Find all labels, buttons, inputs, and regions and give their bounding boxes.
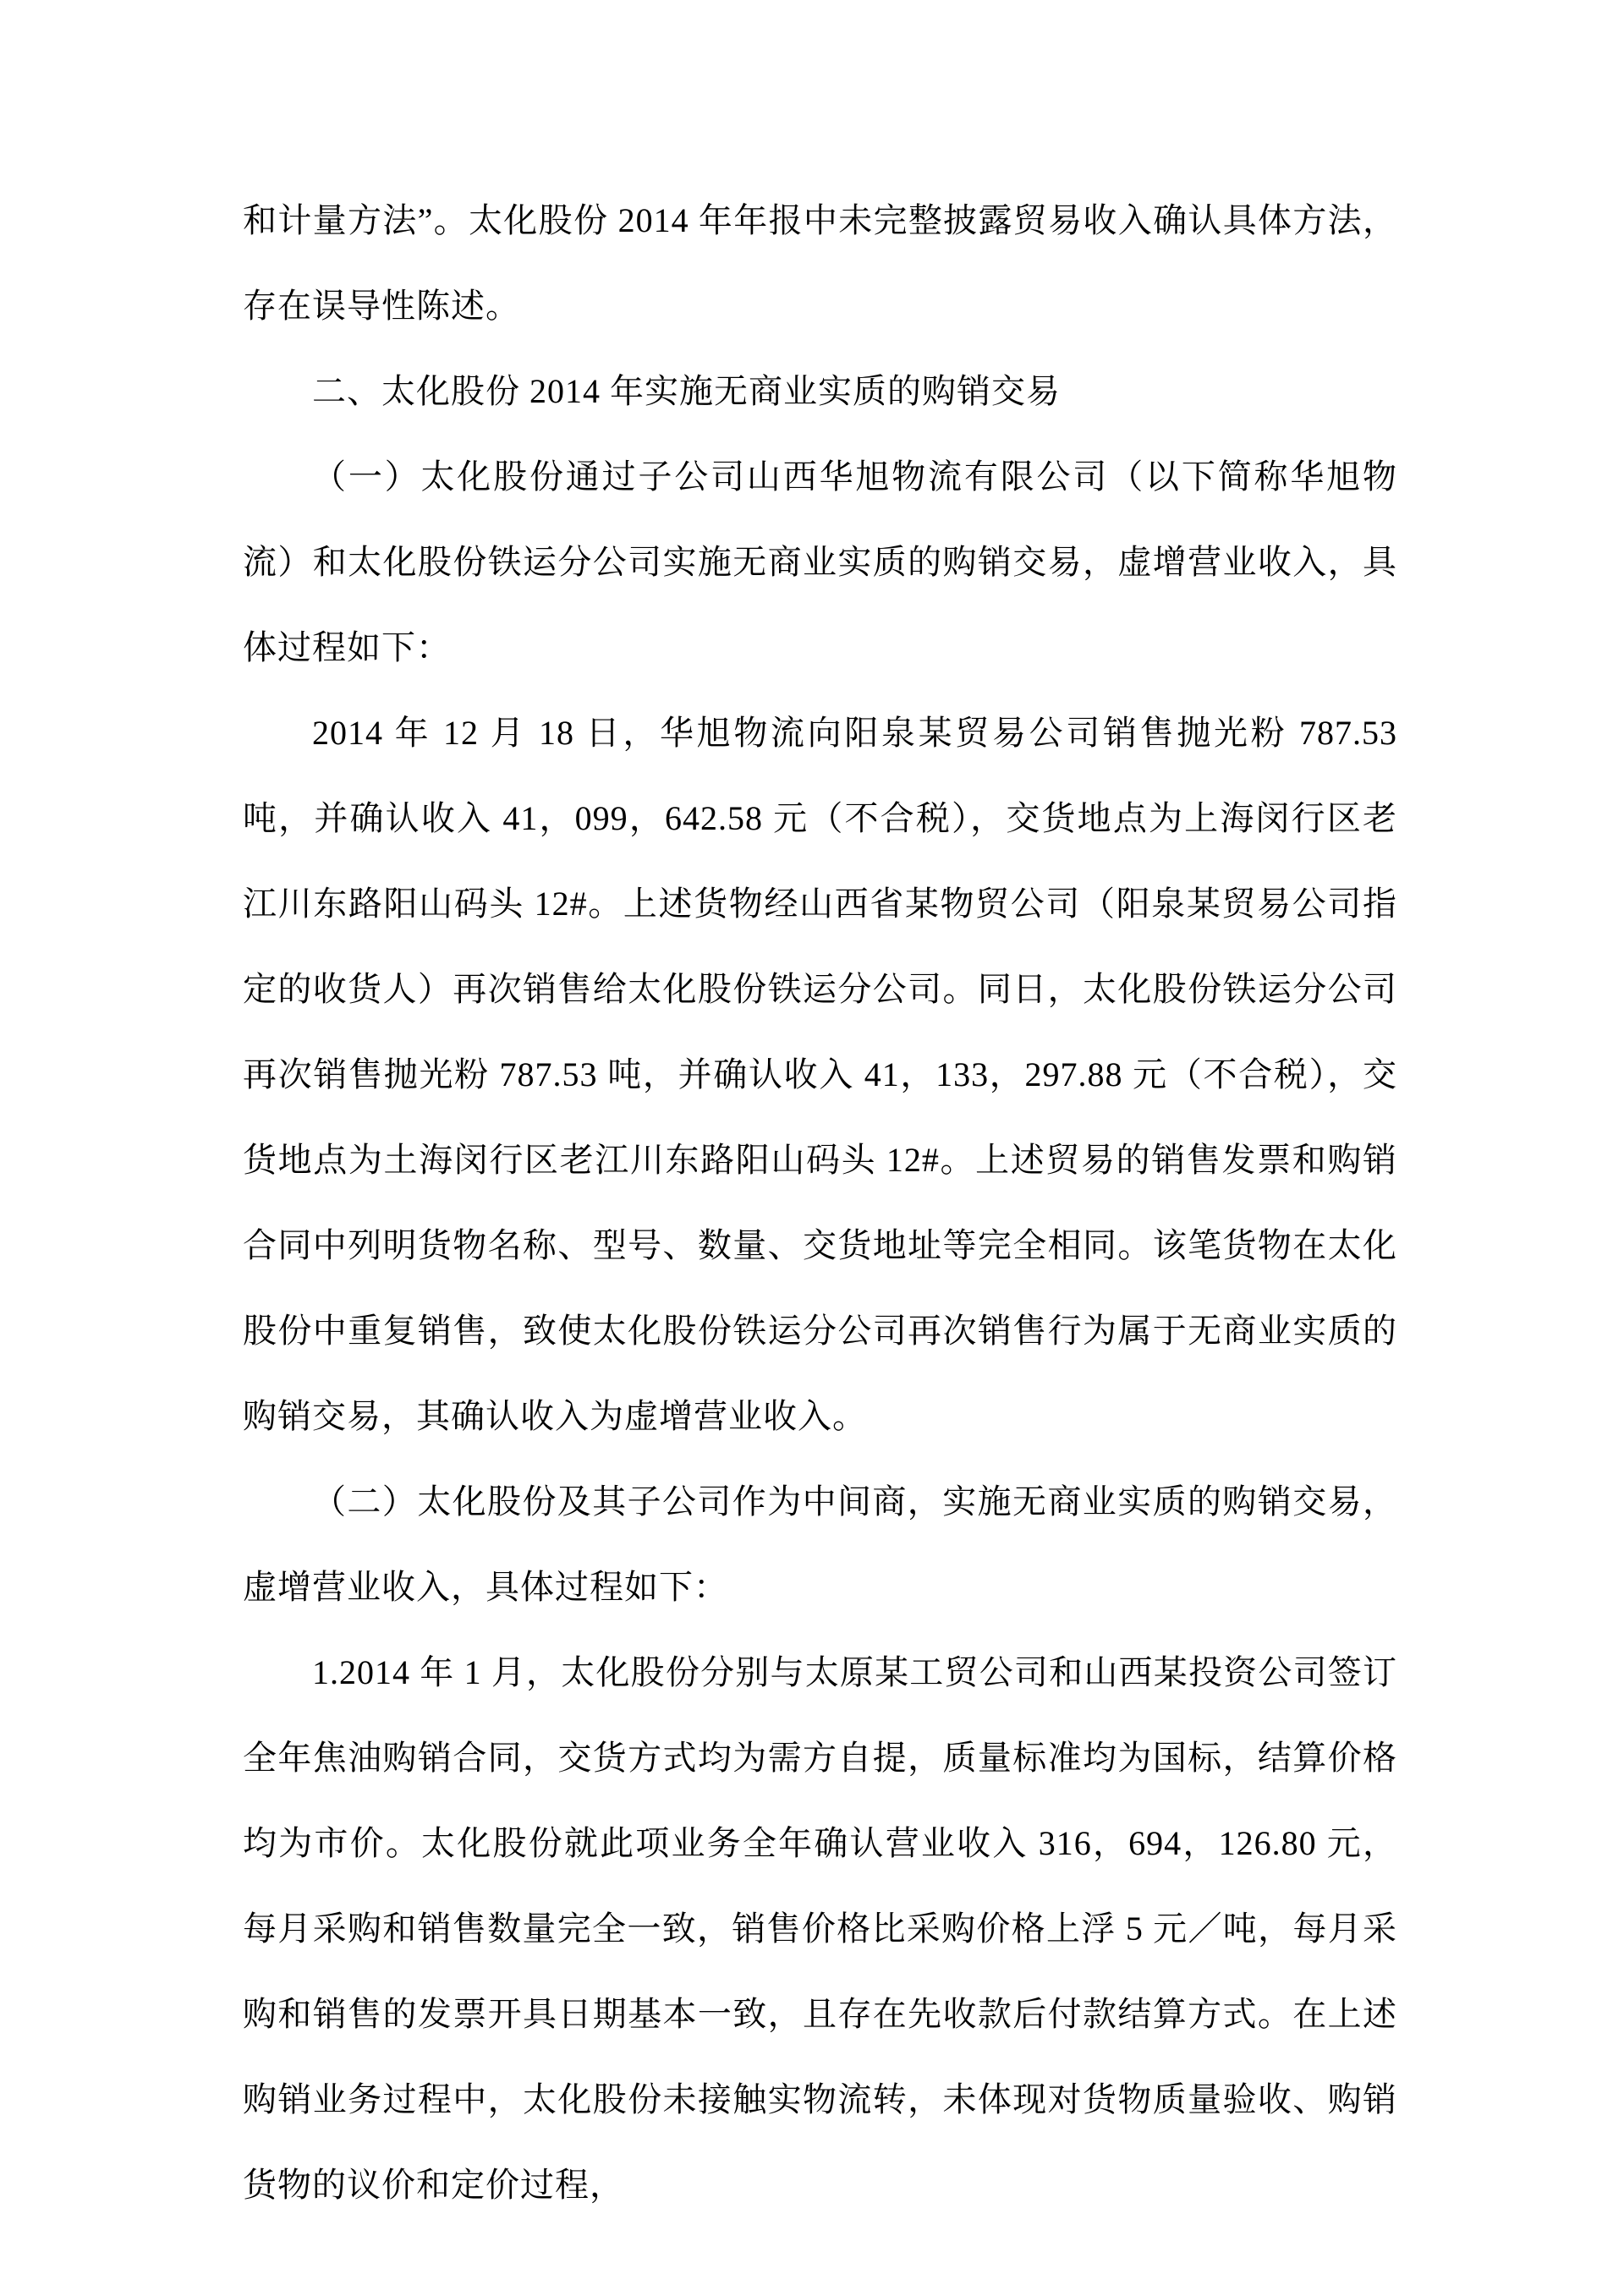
paragraph-misleading-statement: 和计量方法”。太化股份 2014 年年报中未完整披露贸易收入确认具体方法，存在误导性陈述。 — [243, 201, 1397, 325]
paragraph-transaction-detail-tar-contracts: 1.2014 年 1 月，太化股份分别与太原某工贸公司和山西某投资公司签订全年焦油购销合同，交货方式均为需方自提，质量标准均为国标，结算价格均为市价。太化股份就此项业务全年确认营业收入 316，694，126.80 元，每月采购和销售数量完全一致，销售价格比采购价格上浮 5 元／吨，每月采购和销售的发票开具日期基本一致，且存在先收款后付款结算方式。在上述购销业务过程中，太化股份未接触实物流转，未体现对货物质量验收、购销货物的议价和定价过程， — [243, 1653, 1397, 2204]
paragraph-subsection-two-intro: （二）太化股份及其子公司作为中间商，实施无商业实质的购销交易，虚增营业收入，具体过程如下： — [243, 1482, 1397, 1606]
document-body — [243, 178, 1397, 2228]
paragraph-transaction-detail-huaxu: 2014 年 12 月 18 日，华旭物流向阳泉某贸易公司销售抛光粉 787.53 吨，并确认收入 41，099，642.58 元（不合税），交货地点为上海闵行区老江川东路阳山码头 12#。上述货物经山西省某物贸公司（阳泉某贸易公司指定的收货人）再次销售给太化股份铁运分公司。同日，太化股份铁运分公司再次销售抛光粉 787.53 吨，并确认收入 41，133，297.88 元（不合税），交货地点为土海闵行区老江川东路阳山码头 12#。上述贸易的销售发票和购销合同中列明货物名称、型号、数量、交货地址等完全相同。该笔货物在太化股份中重复销售，致使太化股份铁运分公司再次销售行为属于无商业实质的购销交易，其确认收入为虚增营业收入。 — [243, 714, 1397, 1435]
paragraph-section-two-heading: 二、太化股份 2014 年实施无商业实质的购销交易 — [312, 372, 1061, 410]
paragraph-subsection-one-intro: （一）太化股份通过子公司山西华旭物流有限公司（以下简称华旭物流）和太化股份铁运分公司实施无商业实质的购销交易，虚增营业收入，具体过程如下： — [243, 458, 1397, 666]
